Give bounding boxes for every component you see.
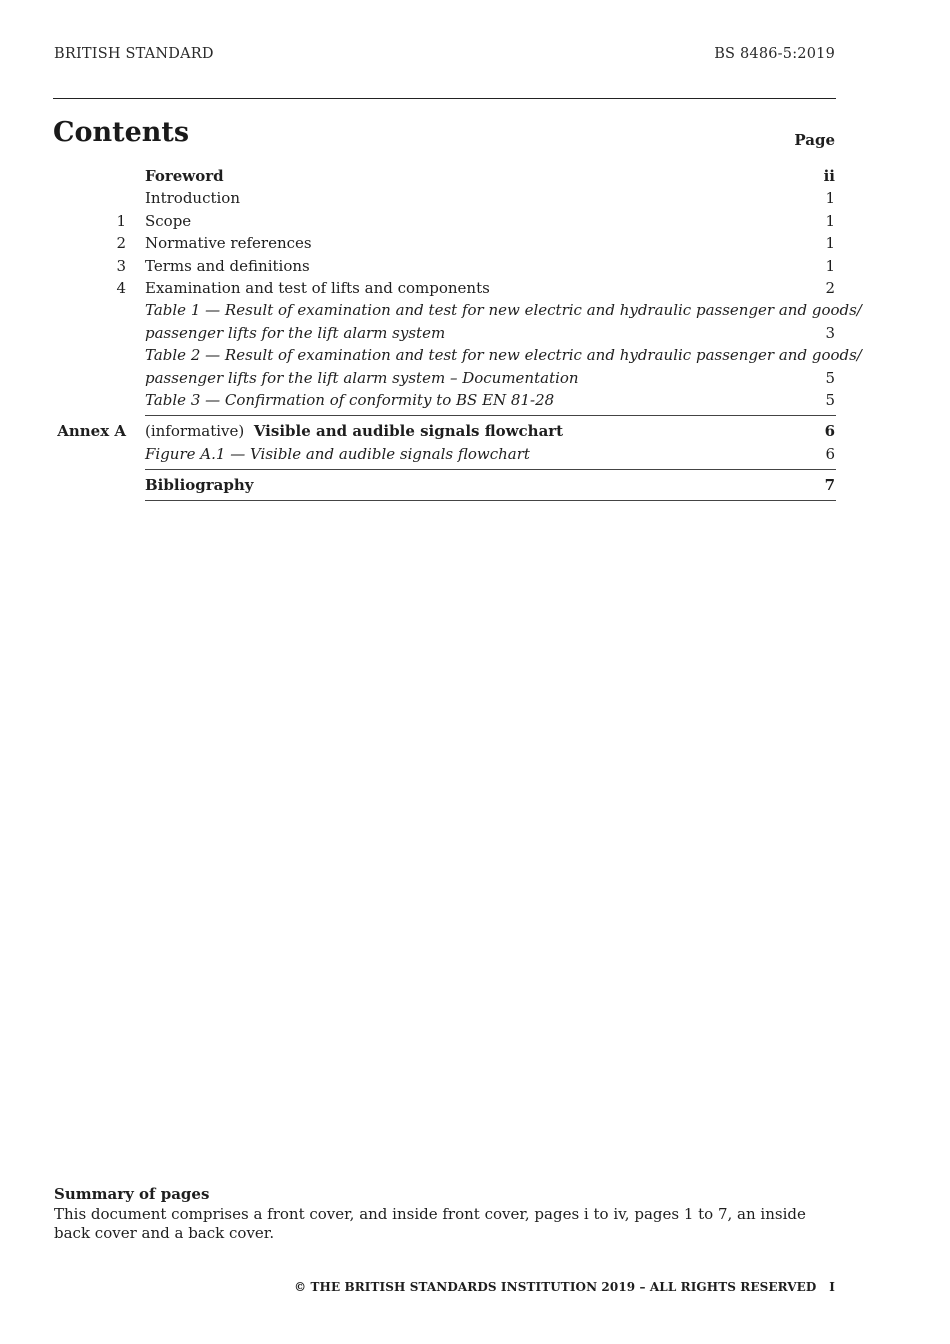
toc-entry-text: Normative references <box>145 234 312 253</box>
toc-entry-text: Terms and definitions <box>145 256 310 275</box>
toc-entry-text: Table 1 — Result of examination and test for new electric and hydraulic passenger and goods/ <box>145 301 862 320</box>
page-title: Contents <box>53 117 190 148</box>
summary-text: This document comprises a front cover, and inside front cover, pages i to iv, pages 1 to 7, an inside back cover and a back cover. <box>54 1204 806 1242</box>
footer <box>294 1280 835 1294</box>
footer-copyright: © THE BRITISH STANDARDS INSTITUTION 2019 – ALL RIGHTS RESERVED <box>294 1280 817 1294</box>
section-divider <box>145 500 836 501</box>
toc-entry-annex-a[interactable] <box>0 420 950 442</box>
toc-entry-number: 1 <box>116 211 126 230</box>
toc-entry-number: 2 <box>116 234 126 253</box>
section-divider <box>145 469 836 470</box>
toc-entry-page: 6 <box>824 422 835 441</box>
section-divider <box>145 415 836 416</box>
table-of-contents <box>0 165 950 501</box>
toc-entry-table-2-line-2[interactable] <box>0 367 950 389</box>
header-document-number: BS 8486-5:2019 <box>714 46 835 62</box>
footer-page-number: I <box>829 1280 835 1294</box>
toc-entry-page: 5 <box>825 390 835 409</box>
toc-entry-page: 1 <box>825 256 835 275</box>
toc-entry-text: Visible and audible signals flowchart <box>253 422 564 441</box>
toc-entry-number: 4 <box>116 278 126 297</box>
annex-type-label: (informative) <box>145 422 245 441</box>
toc-entry-figure-a1[interactable] <box>0 443 950 465</box>
toc-entry-page: 3 <box>825 323 835 342</box>
toc-entry-text-group <box>145 420 563 442</box>
toc-entry-page: 6 <box>825 444 835 463</box>
toc-entry-page: 7 <box>824 476 835 495</box>
toc-entry-normative-references[interactable] <box>0 232 950 254</box>
page-column-label: Page <box>794 131 835 149</box>
toc-entry-text: Examination and test of lifts and components <box>145 278 490 297</box>
toc-entry-number: Annex A <box>57 422 126 441</box>
toc-entry-page: ii <box>823 167 835 185</box>
toc-entry-text: Table 2 — Result of examination and test for new electric and hydraulic passenger and goods/ <box>145 346 862 365</box>
toc-entry-table-3[interactable] <box>0 389 950 411</box>
toc-entry-text: passenger lifts for the lift alarm system <box>145 323 446 342</box>
toc-entry-terms-and-definitions[interactable] <box>0 255 950 277</box>
toc-entry-text: Scope <box>145 211 192 230</box>
toc-entry-text: Table 3 — Confirmation of conformity to BS EN 81-28 <box>145 390 555 409</box>
header-divider <box>53 98 836 99</box>
toc-entry-bibliography[interactable] <box>0 474 950 496</box>
toc-entry-scope[interactable] <box>0 210 950 232</box>
summary-of-pages <box>54 1185 844 1244</box>
toc-entry-text: passenger lifts for the lift alarm system – Documentation <box>145 368 579 387</box>
toc-entry-table-1-line-2[interactable] <box>0 322 950 344</box>
header-standard-label: BRITISH STANDARD <box>54 46 214 62</box>
toc-entry-page: 1 <box>825 211 835 230</box>
toc-entry-text: Bibliography <box>145 476 254 495</box>
toc-entry-text: Introduction <box>145 189 240 208</box>
toc-entry-page: 1 <box>825 189 835 208</box>
toc-entry-page: 1 <box>825 234 835 253</box>
toc-entry-page: 5 <box>825 368 835 387</box>
toc-entry-text: Foreword <box>145 167 224 185</box>
toc-entry-table-2-line-1[interactable] <box>0 344 950 366</box>
toc-entry-foreword[interactable] <box>0 165 950 187</box>
toc-entry-examination-and-test[interactable] <box>0 277 950 299</box>
toc-entry-page: 2 <box>825 278 835 297</box>
toc-entry-text: Figure A.1 — Visible and audible signals flowchart <box>145 444 530 463</box>
toc-entry-introduction[interactable] <box>0 187 950 209</box>
toc-entry-number: 3 <box>116 256 126 275</box>
summary-title: Summary of pages <box>54 1185 210 1203</box>
toc-entry-table-1-line-1[interactable] <box>0 299 950 321</box>
